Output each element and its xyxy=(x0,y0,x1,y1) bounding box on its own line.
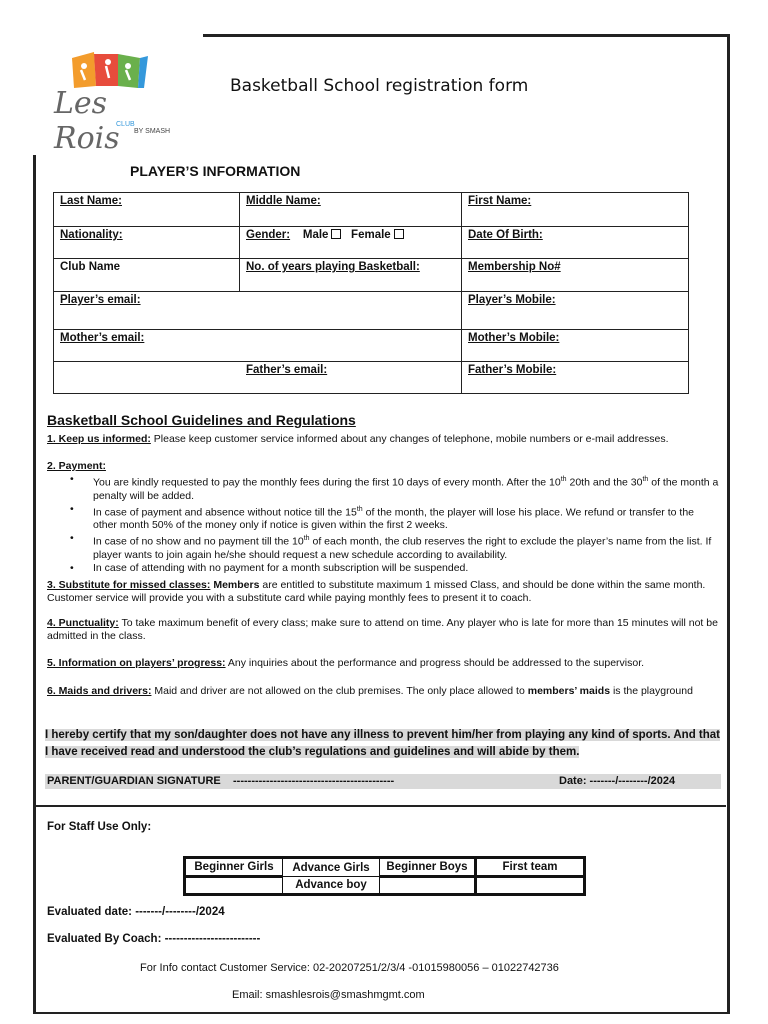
group-advance-boy[interactable]: Advance boy xyxy=(283,877,380,895)
frame-left-border xyxy=(33,155,36,1014)
guidelines-heading: Basketball School Guidelines and Regulations xyxy=(47,412,356,428)
guideline-5: 5. Information on players’ progress: Any inquiries about the performance and progress should be addressed to the supervisor. xyxy=(47,657,645,669)
dob-field[interactable]: Date Of Birth: xyxy=(462,227,689,259)
mother-email-field[interactable]: Mother’s email: xyxy=(54,330,462,362)
payment-bullet-2: • In case of payment and absence without notice till the 15th of the month, the player will lose his place. We refund or transfer to the other month 50% of the money only if notice is given within the first 2 weeks. xyxy=(93,503,719,533)
female-checkbox[interactable] xyxy=(394,229,404,239)
payment-bullet-1: • You are kindly requested to pay the monthly fees during the first 10 days of every month. After the 10th 20th and the 30th of the month a penalty will be added. xyxy=(93,473,719,503)
membership-field[interactable]: Membership No# xyxy=(462,259,689,292)
logo-by-smash: BY SMASH xyxy=(134,128,171,135)
guideline-2: 2. Payment: • You are kindly requested to pay the monthly fees during the first 10 days of every month. After the 10th 20th and the 30th of the month a penalty will be added. • In case of payment and absence without notice till the 15th of the month, the player will lose his place. We refund or transfer to the other month 50% of the money only if notice is given within the first 2 weeks. • In case of no show and no payment till the 10th of each month, the club reserves the right to exclude the player’s name from the list. If player wants to join again he/she should request a new schedule according to availability. • In case of attending with no payment for a month subscription will be suspended. xyxy=(47,460,719,575)
signature-label: PARENT/GUARDIAN SIGNATURE xyxy=(47,775,221,787)
nationality-field[interactable]: Nationality: xyxy=(54,227,240,259)
payment-bullet-3: • In case of no show and no payment till the 10th of each month, the club reserves the right to exclude the player’s name from the list. If player wants to join again he/she should request a new schedule according to availability. xyxy=(93,532,719,562)
group-beginner-girls[interactable]: Beginner Girls xyxy=(185,858,283,877)
mother-mobile-field[interactable]: Mother’s Mobile: xyxy=(462,330,689,362)
contact-email: Email: smashlesrois@smashmgmt.com xyxy=(232,989,425,1001)
evaluated-date[interactable]: Evaluated date: -------/--------/2024 xyxy=(47,906,225,918)
father-mobile-field[interactable]: Father’s Mobile: xyxy=(462,362,689,394)
form-title: Basketball School registration form xyxy=(230,76,529,96)
staff-heading: For Staff Use Only: xyxy=(47,821,152,833)
club-logo xyxy=(48,42,173,156)
logo-brand: Les Rois xyxy=(54,86,120,156)
signature-line xyxy=(45,774,721,789)
guideline-1: 1. Keep us informed: Please keep customer service informed about any changes of telephone, mobile numbers or e-mail addresses. xyxy=(47,433,669,445)
player-email-field[interactable]: Player’s email: xyxy=(54,292,462,330)
years-playing-field[interactable]: No. of years playing Basketball: xyxy=(240,259,462,292)
logo-club-text: CLUB xyxy=(116,121,135,128)
frame-bottom-border xyxy=(33,1012,730,1014)
group-selection-table xyxy=(183,856,586,896)
guideline-3: 3. Substitute for missed classes: Members are entitled to substitute maximum 1 missed Class, and should be done within the same month. Customer service will provide you with a substitute card while paying monthly fees to present it to coach. xyxy=(47,579,706,604)
payment-bullet-4: • In case of attending with no payment for a month subscription will be suspended. xyxy=(93,562,719,575)
player-mobile-field[interactable]: Player’s Mobile: xyxy=(462,292,689,330)
last-name-field[interactable]: Last Name: xyxy=(54,193,240,227)
frame-top-border xyxy=(203,34,729,37)
guideline-4: 4. Punctuality: To take maximum benefit of every class; make sure to attend on time. Any player who is late for more than 15 minutes will not be admitted in the class. xyxy=(47,617,718,642)
male-checkbox[interactable] xyxy=(331,229,341,239)
signature-date[interactable]: Date: -------/--------/2024 xyxy=(559,775,676,787)
guideline-6: 6. Maids and drivers: Maid and driver are not allowed on the club premises. The only place allowed to members’ maids is the playground xyxy=(47,685,693,697)
first-name-field[interactable]: First Name: xyxy=(462,193,689,227)
player-info-table xyxy=(53,192,689,394)
middle-name-field[interactable]: Middle Name: xyxy=(240,193,462,227)
contact-phone: For Info contact Customer Service: 02-20207251/2/3/4 -01015980056 – 01022742736 xyxy=(140,962,559,974)
group-beginner-boys[interactable]: Beginner Boys xyxy=(380,858,476,877)
evaluated-by-coach[interactable]: Evaluated By Coach: ------------------------- xyxy=(47,933,261,945)
father-email-field[interactable]: Father’s email: xyxy=(54,362,462,394)
divider xyxy=(36,805,726,807)
certification-statement: I hereby certify that my son/daughter does not have any illness to prevent him/her from playing any kind of sports. And that I have received read and understood the club’s regulations and guidelines and will abide by them. xyxy=(45,729,721,758)
group-first-team[interactable]: First team xyxy=(476,858,585,877)
club-name-field[interactable]: Club Name xyxy=(54,259,240,292)
signature-field[interactable]: -------------------------------------------- xyxy=(233,775,395,787)
frame-right-border xyxy=(727,34,730,1014)
group-advance-girls[interactable]: Advance Girls xyxy=(283,858,380,877)
gender-field: Gender: Male Female xyxy=(240,227,462,259)
player-info-heading: PLAYER’S INFORMATION xyxy=(130,163,301,179)
